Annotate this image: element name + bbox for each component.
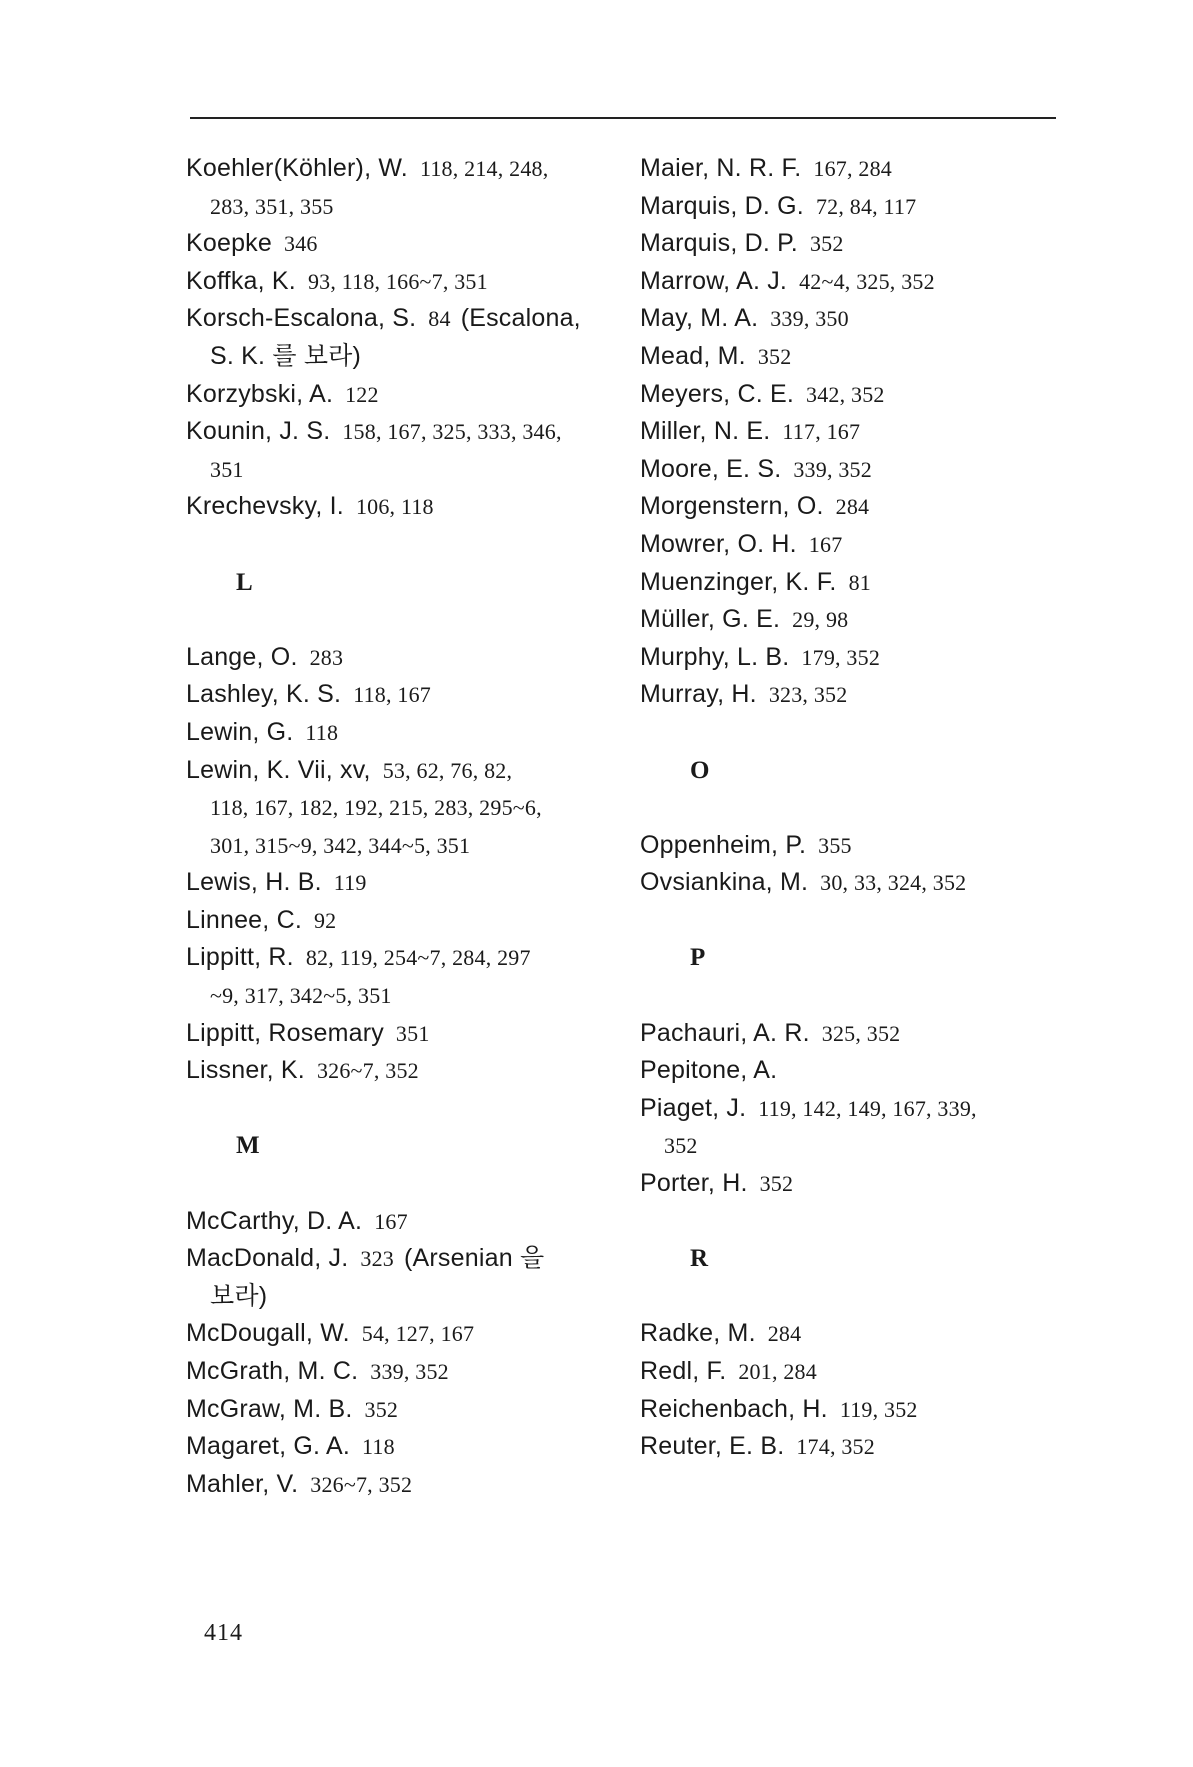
top-rule — [190, 117, 1056, 119]
entry-pages: 283 — [309, 644, 344, 670]
index-entry — [640, 488, 1080, 526]
index-entry — [640, 1090, 1080, 1128]
entry-pages: 119, 142, 149, 167, 339, — [758, 1095, 977, 1121]
entry-name: Korzybski, A. — [186, 379, 334, 408]
entry-pages: 118, 167 — [353, 682, 431, 708]
index-entry — [186, 1391, 626, 1429]
index-entry — [640, 639, 1080, 677]
entry-pages: 339, 352 — [370, 1359, 449, 1384]
entry-name: Porter, H. — [640, 1169, 748, 1198]
entry-name: McGrath, M. C. — [186, 1357, 359, 1385]
entry-pages: 118, 214, 248, — [419, 156, 549, 181]
index-entry — [640, 1052, 1080, 1090]
entry-name: Meyers, C. E. — [640, 379, 795, 408]
index-entry — [186, 1203, 626, 1241]
index-entry — [640, 263, 1080, 301]
entry-name: Radke, M. — [640, 1319, 756, 1348]
index-entry — [186, 376, 626, 414]
entry-pages: 342, 352 — [806, 381, 885, 407]
index-entry — [640, 827, 1080, 865]
entry-pages: 167 — [374, 1208, 408, 1234]
index-entry — [640, 1165, 1080, 1203]
index-column-left — [186, 150, 626, 1503]
entry-pages: 84 — [428, 306, 451, 332]
entry-name: Müller, G. E. — [640, 605, 781, 634]
entry-name: Moore, E. S. — [640, 454, 782, 483]
entry-pages: 284 — [767, 1321, 802, 1347]
entry-name: Muenzinger, K. F. — [640, 567, 837, 596]
entry-pages: 323, 352 — [768, 682, 848, 708]
entry-name: Lippitt, Rosemary — [186, 1018, 384, 1047]
entry-pages: 283, 351, 355 — [210, 193, 334, 219]
entry-pages: 117, 167 — [782, 419, 861, 445]
entry-name: Marrow, A. J. — [640, 266, 788, 295]
entry-name: Korsch-Escalona, S. — [186, 304, 417, 333]
index-entry — [640, 1391, 1080, 1429]
entry-pages: 118, 167, 182, 192, 215, 283, 295~6, — [210, 795, 542, 821]
page-number: 414 — [204, 1620, 243, 1646]
entry-name: Redl, F. — [640, 1357, 727, 1385]
entry-pages: 30, 33, 324, 352 — [820, 870, 967, 896]
index-entry-continuation — [186, 1278, 626, 1316]
entry-pages: 122 — [345, 381, 379, 407]
index-entry — [640, 413, 1080, 451]
entry-pages: 72, 84, 117 — [815, 193, 917, 219]
index-entry — [186, 902, 626, 940]
index-entry-continuation — [186, 338, 626, 376]
index-entry — [186, 939, 626, 977]
entry-pages: 167 — [808, 531, 843, 557]
entry-name: Murray, H. — [640, 680, 757, 709]
index-entry — [186, 676, 626, 714]
entry-pages: 118 — [361, 1434, 395, 1460]
entry-name: Piaget, J. — [640, 1093, 747, 1122]
index-entry — [186, 150, 626, 188]
section-letter: M — [236, 1132, 260, 1160]
index-entry — [640, 526, 1080, 564]
entry-name: Miller, N. E. — [640, 417, 771, 446]
index-entry — [640, 864, 1080, 902]
entry-name: May, M. A. — [640, 304, 759, 333]
entry-name: Oppenheim, P. — [640, 830, 807, 859]
index-entry — [640, 601, 1080, 639]
entry-name: Koffka, K. — [186, 266, 296, 295]
entry-pages: 174, 352 — [796, 1434, 875, 1460]
entry-pages: 352 — [759, 1171, 794, 1197]
entry-name: Koepke — [186, 229, 272, 258]
index-entry — [640, 1015, 1080, 1053]
index-entry — [186, 300, 626, 338]
entry-pages: 284 — [835, 494, 870, 520]
section-letter: R — [690, 1245, 709, 1273]
entry-name: Marquis, D. G. — [640, 191, 804, 220]
index-entry — [186, 752, 626, 790]
index-entry-continuation — [186, 977, 626, 1015]
index-entry — [186, 263, 626, 301]
index-entry — [186, 488, 626, 526]
entry-name: Maier, N. R. F. — [640, 154, 802, 182]
entry-pages: 119 — [333, 870, 367, 896]
index-entry — [186, 413, 626, 451]
index-entry-continuation — [640, 1127, 1080, 1165]
entry-name: Koehler(Köhler), W. — [186, 154, 408, 182]
entry-name: Lashley, K. S. — [186, 680, 342, 709]
entry-pages: 326~7, 352 — [310, 1471, 413, 1497]
entry-name: McCarthy, D. A. — [186, 1206, 363, 1235]
entry-name: Murphy, L. B. — [640, 642, 790, 671]
entry-pages: 346 — [284, 231, 318, 257]
entry-pages: 29, 98 — [792, 607, 849, 633]
entry-pages: 339, 350 — [770, 306, 849, 332]
entry-pages: 323 — [360, 1246, 394, 1272]
index-entry — [640, 451, 1080, 489]
entry-name: McDougall, W. — [186, 1319, 350, 1348]
entry-pages: 301, 315~9, 342, 344~5, 351 — [210, 832, 471, 858]
entry-pages: 352 — [757, 343, 792, 369]
entry-pages: 42~4, 325, 352 — [799, 268, 935, 294]
index-entry — [186, 1353, 626, 1391]
entry-pages: 92 — [313, 907, 337, 933]
index-entry-continuation — [186, 827, 626, 865]
entry-pages: 179, 352 — [801, 644, 881, 670]
index-entry — [640, 564, 1080, 602]
entry-name: Krechevsky, I. — [186, 492, 344, 521]
entry-name: Pachauri, A. R. — [640, 1018, 810, 1047]
entry-name: Lewin, G. — [186, 717, 294, 746]
index-entry — [640, 1353, 1080, 1391]
entry-pages: 81 — [848, 569, 871, 595]
index-entry — [186, 1466, 626, 1504]
entry-name: Magaret, G. A. — [186, 1432, 350, 1461]
section-letter: O — [690, 756, 710, 784]
index-entry — [640, 1428, 1080, 1466]
section-letter: L — [236, 568, 253, 596]
entry-name: McGraw, M. B. — [186, 1394, 353, 1423]
entry-name: Lewis, H. B. — [186, 868, 322, 897]
index-entry — [186, 1428, 626, 1466]
entry-name: Mowrer, O. H. — [640, 529, 797, 558]
entry-name: Lippitt, R. — [186, 943, 294, 972]
entry-name: Lissner, K. — [186, 1056, 305, 1085]
entry-pages: 158, 167, 325, 333, 346, — [342, 419, 562, 445]
entry-pages: 53, 62, 76, 82, — [382, 757, 513, 783]
index-entry — [640, 676, 1080, 714]
entry-pages: 201, 284 — [738, 1359, 817, 1384]
index-entry-continuation — [186, 789, 626, 827]
entry-pages: 325, 352 — [821, 1020, 901, 1046]
entry-name: Lange, O. — [186, 642, 298, 671]
entry-name: Kounin, J. S. — [186, 417, 331, 446]
index-entry-continuation — [186, 188, 626, 226]
entry-pages: 93, 118, 166~7, 351 — [307, 268, 488, 294]
index-column-right — [640, 150, 1080, 1466]
index-entry — [640, 1315, 1080, 1353]
entry-note: (Escalona, — [460, 304, 581, 333]
index-entry — [640, 376, 1080, 414]
entry-name: Marquis, D. P. — [640, 229, 798, 258]
index-entry — [640, 338, 1080, 376]
entry-name: Pepitone, A. — [640, 1056, 778, 1085]
entry-pages: 351 — [395, 1020, 430, 1046]
index-entry — [640, 150, 1080, 188]
entry-name: Mahler, V. — [186, 1469, 299, 1498]
entry-pages: 106, 118 — [355, 494, 434, 520]
entry-pages: 54, 127, 167 — [361, 1321, 475, 1347]
entry-note: 보라) — [210, 1281, 268, 1310]
index-entry — [186, 1015, 626, 1053]
entry-pages: 118 — [305, 719, 339, 745]
index-entry-continuation — [186, 451, 626, 489]
entry-pages: 352 — [664, 1133, 698, 1159]
index-entry — [186, 714, 626, 752]
entry-pages: 352 — [364, 1396, 399, 1422]
entry-name: Mead, M. — [640, 341, 746, 370]
entry-pages: 339, 352 — [793, 456, 872, 482]
index-entry — [186, 1240, 626, 1278]
entry-note: (Arsenian 을 — [404, 1244, 545, 1273]
entry-note: S. K. 를 보라) — [210, 341, 362, 370]
index-entry — [640, 300, 1080, 338]
index-entry — [640, 225, 1080, 263]
entry-name: Morgenstern, O. — [640, 492, 824, 521]
index-entry — [186, 225, 626, 263]
section-letter: P — [690, 944, 706, 972]
entry-pages: ~9, 317, 342~5, 351 — [210, 983, 392, 1009]
entry-name: Reichenbach, H. — [640, 1394, 828, 1423]
index-entry — [186, 1315, 626, 1353]
entry-name: Reuter, E. B. — [640, 1432, 785, 1461]
entry-pages: 355 — [818, 832, 852, 858]
entry-name: Lewin, K. Vii, xv, — [186, 755, 371, 784]
entry-name: Linnee, C. — [186, 905, 302, 934]
index-entry — [186, 1052, 626, 1090]
entry-pages: 326~7, 352 — [316, 1058, 419, 1084]
entry-pages: 119, 352 — [839, 1396, 918, 1422]
entry-pages: 82, 119, 254~7, 284, 297 — [305, 945, 531, 971]
entry-pages: 351 — [210, 456, 244, 482]
entry-pages: 167, 284 — [813, 156, 892, 181]
index-entry — [640, 188, 1080, 226]
entry-pages: 352 — [809, 231, 844, 257]
index-entry — [186, 864, 626, 902]
entry-name: Ovsiankina, M. — [640, 868, 809, 897]
index-entry — [186, 639, 626, 677]
entry-name: MacDonald, J. — [186, 1244, 349, 1273]
